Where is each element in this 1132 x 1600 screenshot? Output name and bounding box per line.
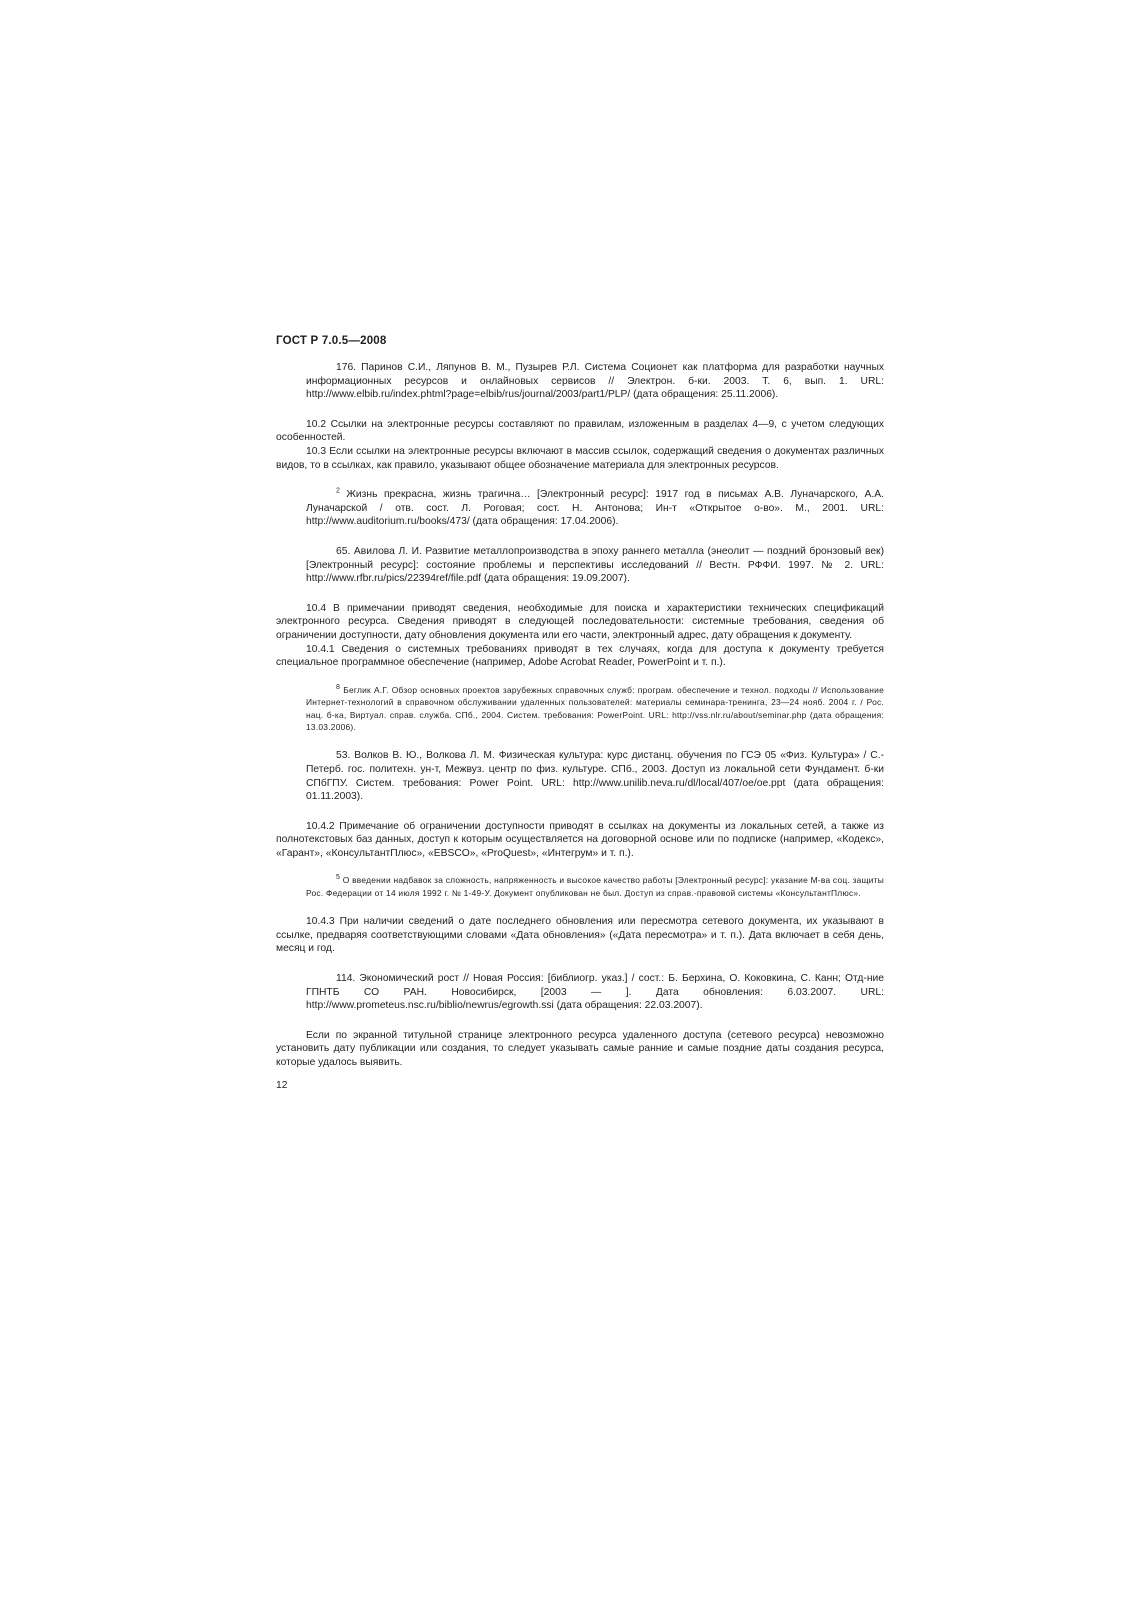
example-block [276, 361, 884, 402]
document-page [276, 335, 884, 1091]
example-block [276, 874, 884, 899]
example-2-text: Жизнь прекрасна, жизнь трагична… [Электронный ресурс]: 1917 год в письмах А.В. Луначарского, А.А. Луначарской / отв. сост. Л. Роговая; сост. Н. Антонова; Ин-т «Открытое о-во». М., 2001. URL: http://www.auditorium.ru/books/473/ (дата обращения: 17.04.2006). [306, 489, 884, 528]
example-2 [306, 488, 884, 529]
example-block [276, 749, 884, 803]
page-header: ГОСТ Р 7.0.5—2008 [276, 335, 387, 347]
paragraph-10-4-1: 10.4.1 Сведения о системных требованиях приводят в тех случаях, когда для доступа к документу требуется специальное программное обеспечение (например, Adobe Acrobat Reader, PowerPoint и т. п.). [276, 643, 884, 669]
example-8 [306, 684, 884, 734]
paragraph-10-4: 10.4 В примечании приводят сведения, необходимые для поиска и характеристики технических спецификаций электронного ресурса. Сведения приводят в следующей последовательности: системные требования, сведения об ограничении доступности, дату обновления документа или его части, электронный адрес, дату обращения к документу. [276, 602, 884, 641]
paragraph-10-2: 10.2 Ссылки на электронные ресурсы составляют по правилам, изложенным в разделах 4—9, с учетом следующих особенностей. [276, 418, 884, 444]
example-114: 114. Экономический рост // Новая Россия: [библиогр. указ.] / сост.: Б. Берхина, О. Коковкина, С. Канн; Отд-ние ГПНТБ СО РАН. Новосибирск, [2003 — ]. Дата обновления: 6.03.2007. URL: http://www.prometeus.nsc.ru/biblio/newrus/egrowth.ssi (дата обращения: 22.03.2007). [306, 973, 884, 1012]
example-2-number: 2 [336, 487, 340, 495]
page-number: 12 [276, 1079, 288, 1091]
example-8-number: 8 [336, 683, 341, 691]
paragraph-10-3: 10.3 Если ссылки на электронные ресурсы включают в массив ссылок, содержащий сведения о документах различных видов, то в ссылках, как правило, указывают общее обозначение материала для электронных ресурсов. [276, 445, 884, 471]
example-176: 176. Паринов С.И., Ляпунов В. М., Пузырев Р.Л. Система Соционет как платформа для разработки научных информационных ресурсов и онлайновых сервисов // Электрон. б-ки. 2003. Т. 6, вып. 1. URL: http://www.elbib.ru/index.phtml?page=elbib/rus/journal/2003/part1/PLP/ (дата обращения: 25.11.2006). [306, 362, 884, 401]
example-5-number: 5 [336, 874, 341, 882]
example-5 [306, 874, 884, 899]
example-5-text: О введении надбавок за сложность, напряженность и высокое качество работы [Электронный ресурс]: указание М-ва соц. защиты Рос. Федерации от 14 июля 1992 г. № 1-49-У. Документ опубликован не был. Доступ из справ.-правовой системы «КонсультантПлюс». [306, 875, 884, 898]
example-block [276, 684, 884, 734]
example-block [276, 972, 884, 1013]
example-block [276, 545, 884, 586]
example-53: 53. Волков В. Ю., Волкова Л. М. Физическая культура: курс дистанц. обучения по ГСЭ 05 «Физ. Культура» / С.-Петерб. гос. политехн. ун-т, Межвуз. центр по физ. культуре. СПб., 2003. Доступ из локальной сети Фундамент. б-ки СПбГПУ. Систем. требования: Power Point. URL: http://www.unilib.neva.ru/dl/local/407/oe/oe.ppt (дата обращения: 01.11.2003). [306, 750, 884, 803]
paragraph-10-4-3: 10.4.3 При наличии сведений о дате последнего обновления или пересмотра сетевого документа, их указывают в ссылке, предваряя соответствующими словами «Дата обновления» («Дата пересмотра» и т. п.). Дата включает в себя день, месяц и год. [276, 916, 884, 955]
example-block [276, 488, 884, 529]
paragraph-10-4-2: 10.4.2 Примечание об ограничении доступности приводят в ссылках на документы из локальных сетей, а также из полнотекстовых баз данных, доступ к которым осуществляется на договорной основе или по подписке (например, «Кодекс», «Гарант», «КонсультантПлюс», «EBSCO», «ProQuest», «Интегрум» и т. п.). [276, 820, 884, 859]
example-65: 65. Авилова Л. И. Развитие металлопроизводства в эпоху раннего металла (энеолит — поздний бронзовый век) [Электронный ресурс]: состояние проблемы и перспективы исследований // Вестн. РФФИ. 1997. № 2. URL: http://www.rfbr.ru/pics/22394ref/file.pdf (дата обращения: 19.09.2007). [306, 545, 884, 585]
paragraph-final: Если по экранной титульной странице электронного ресурса удаленного доступа (сетевого ресурса) невозможно установить дату публикации или создания, то следует указывать самые ранние и самые поздние даты создания ресурса, которые удалось выявить. [276, 1029, 884, 1069]
example-8-text: Беглик А.Г. Обзор основных проектов зарубежных справочных служб: програм. обеспечение и технол. подходы // Использование Интернет-технологий в справочном обслуживании удаленных пользователей: материалы семинара-тренинга, 23—24 нояб. 2004 г. / Рос. нац. б-ка, Виртуал. справ. служба. СПб., 2004. Систем. требования: PowerPoint. URL: http://vss.nlr.ru/about/seminar.php (дата обращения: 13.03.2006). [306, 684, 884, 732]
